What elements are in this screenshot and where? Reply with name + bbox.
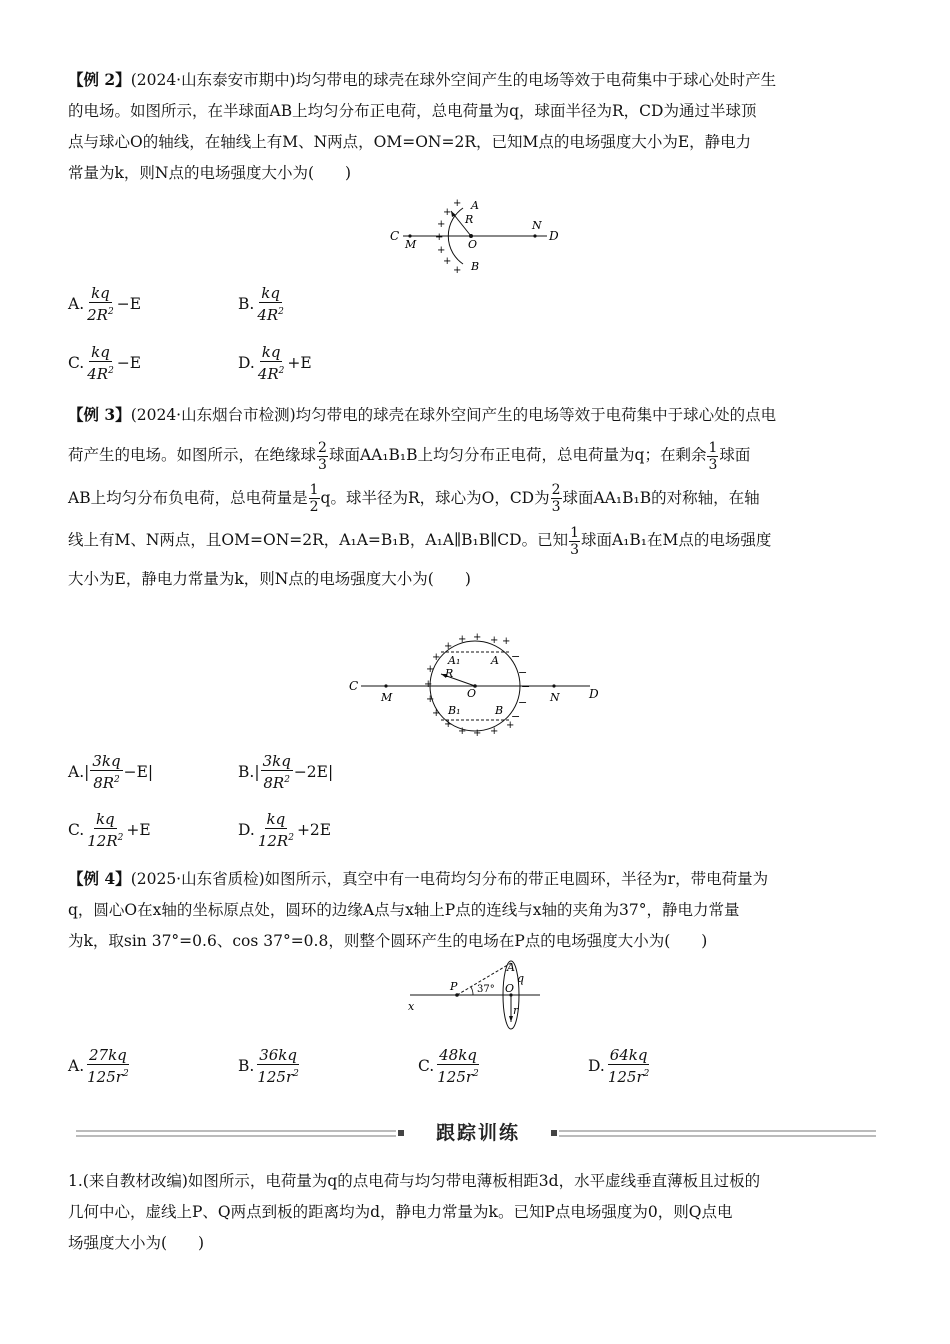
option-rest: +2E <box>296 821 332 839</box>
fig3-plus: + <box>426 664 435 675</box>
fig3-plus: + <box>426 694 435 705</box>
ex3-option-c[interactable] <box>68 810 151 850</box>
example-3-line2b: 球面AA₁B₁B上均匀分布正电荷，总电荷量为q；在剩余 <box>328 446 707 464</box>
fraction-one-third: $\frac{1}{3}$ <box>570 524 579 558</box>
ex4-option-a[interactable] <box>68 1046 132 1086</box>
fraction-two-thirds: $\frac{2}{3}$ <box>551 482 561 515</box>
example-3-line4b: 球面A₁B₁在M点的电场强度 <box>581 531 772 549</box>
option-label: D. <box>588 1057 605 1075</box>
option-rest: −E <box>116 295 142 313</box>
fig3-label-M: M <box>381 691 393 704</box>
fig3-plus: + <box>458 726 467 737</box>
ex3-option-a[interactable] <box>68 752 153 792</box>
fig2-plus: + <box>435 232 444 243</box>
fig3-label-A: A <box>491 654 499 667</box>
ex2-option-d[interactable] <box>238 343 312 383</box>
ex3-option-b[interactable] <box>238 752 333 792</box>
fig3-label-R: R <box>445 667 454 680</box>
example-4-tag: 【例 4】 <box>68 869 131 888</box>
example-4-text <box>68 863 880 957</box>
example-4-line3: 为k，取sin 37°=0.6、cos 37°=0.8，则整个圆环产生的电场在P点的电场强度大小为( ) <box>68 932 708 950</box>
fig2-label-N: N <box>532 219 542 232</box>
fig4-label-A: A <box>507 961 515 974</box>
option-label: A. <box>68 763 85 781</box>
option-label: B. <box>238 1057 255 1075</box>
fig2-label-O: O <box>468 238 478 251</box>
option-fraction: $\frac{kq}{12R^2}$ <box>87 810 124 850</box>
option-fraction: $\frac{36kq}{125r^2}$ <box>257 1046 299 1086</box>
fraction-one-half: $\frac{1}{2}$ <box>309 482 319 515</box>
option-fraction: $\frac{3kq}{8R^2}$ <box>262 752 291 792</box>
option-fraction: $\frac{kq}{4R^2}$ <box>257 343 285 383</box>
example-3-line3c: 球面AA₁B₁B的对称轴，在轴 <box>562 488 760 507</box>
section-title: 跟踪训练 <box>435 1122 520 1144</box>
question-1-text <box>68 1166 880 1259</box>
fig3-plus: + <box>444 641 453 652</box>
ex4-option-b[interactable] <box>238 1046 302 1086</box>
fig3-minus: − <box>511 650 521 663</box>
ex2-option-a[interactable] <box>68 284 141 324</box>
fig4-label-x: x <box>408 1000 415 1013</box>
option-fraction: $\frac{kq}{4R^2}$ <box>257 284 284 324</box>
example-3-line2c: 球面 <box>719 446 751 464</box>
option-fraction: $\frac{64kq}{125r^2}$ <box>607 1046 650 1086</box>
fig3-minus: − <box>518 666 528 679</box>
option-fraction: $\frac{kq}{2R^2}$ <box>87 284 114 324</box>
example-3-line3a: AB上均匀分布负电荷，总电荷量是 <box>68 488 308 507</box>
fig4-label-P: P <box>450 980 458 993</box>
fig2-label-C: C <box>390 229 400 243</box>
example-4-figure <box>400 958 550 1038</box>
fig4-label-r: r <box>513 1004 519 1017</box>
fig3-plus: + <box>490 726 499 737</box>
fig3-plus: + <box>432 652 441 663</box>
fig3-label-N: N <box>550 691 560 704</box>
example-4-line1: (2025·山东省质检)如图所示，真空中有一电荷均匀分布的带正电圆环，半径为r，带电荷量为 <box>130 870 769 888</box>
fig3-minus: − <box>518 696 528 709</box>
option-label: D. <box>238 821 255 839</box>
fig3-plus: + <box>506 720 515 731</box>
option-label: A. <box>68 1057 85 1075</box>
fig3-plus: + <box>444 719 453 730</box>
option-rest: −E <box>116 354 142 372</box>
fig3-plus: + <box>473 728 482 738</box>
fig2-label-A: A <box>471 199 479 212</box>
fig3-plus: + <box>473 632 482 643</box>
ex2-option-c[interactable] <box>68 343 141 383</box>
ex4-option-d[interactable] <box>588 1046 652 1086</box>
option-fraction: $\frac{48kq}{125r^2}$ <box>437 1046 479 1086</box>
fig2-label-B: B <box>471 260 480 273</box>
fraction-two-thirds: $\frac{2}{3}$ <box>318 439 327 473</box>
fig3-plus: + <box>432 708 441 719</box>
question-1-line1: 1.(来自教材改编)如图所示，电荷量为q的点电荷与均匀带电薄板相距3d，水平虚线垂直薄板且过板的 <box>68 1172 761 1190</box>
fig3-label-C: C <box>349 679 359 693</box>
fig2-label-R: R <box>465 213 474 226</box>
option-label: D. <box>238 354 255 372</box>
example-3-line4a: 线上有M、N两点，且OM=ON=2R，A₁A=B₁B，A₁A∥B₁B∥CD。已知 <box>68 531 569 549</box>
question-1-line2: 几何中心，虚线上P、Q两点到板的距离均为d，静电力常量为k。已知P点电场强度为0，则Q点电 <box>68 1203 733 1221</box>
fig2-plus: + <box>437 219 446 230</box>
option-label: B. <box>238 763 255 781</box>
ex4-option-c[interactable] <box>418 1046 482 1086</box>
example-2-figure <box>385 196 565 276</box>
example-3-line2a: 荷产生的电场。如图所示，在绝缘球 <box>68 446 317 464</box>
option-fraction: $\frac{kq}{12R^2}$ <box>257 810 294 850</box>
option-label: C. <box>68 354 85 372</box>
example-3-tag: 【例 3】 <box>68 405 131 424</box>
fraction-one-third: $\frac{1}{3}$ <box>708 439 718 473</box>
example-3-line3b: q。球半径为R，球心为O，CD为 <box>320 488 550 507</box>
example-3-line5: 大小为E，静电力常量为k，则N点的电场强度大小为( ) <box>68 569 471 588</box>
option-pre: | <box>84 763 90 781</box>
fig3-minus: − <box>521 680 531 693</box>
example-2-line2: 的电场。如图所示，在半球面AB上均匀分布正电荷，总电荷量为q，球面半径为R，CD为通过半球顶 <box>68 102 757 120</box>
fig2-label-D: D <box>549 229 559 243</box>
option-label: A. <box>68 295 85 313</box>
example-2-line3: 点与球心O的轴线，在轴线上有M、N两点，OM=ON=2R，已知M点的电场强度大小为E，静电力 <box>68 133 752 151</box>
option-label: C. <box>418 1057 435 1075</box>
fig2-plus: + <box>443 256 452 267</box>
fig3-label-B1: B₁ <box>448 704 461 717</box>
fig2-plus: + <box>437 245 446 256</box>
fig4-label-O: O <box>505 982 515 995</box>
ex2-option-b[interactable] <box>238 284 287 324</box>
fig3-plus: + <box>490 635 499 646</box>
fig2-plus: + <box>443 207 452 218</box>
question-1-line3: 场强度大小为( ) <box>68 1234 205 1252</box>
example-3-line1: (2024·山东烟台市检测)均匀带电的球壳在球外空间产生的电场等效于电荷集中于球心处的点电 <box>130 406 777 424</box>
option-rest: −2E| <box>293 763 334 781</box>
fig2-plus: + <box>453 198 462 209</box>
example-3-text <box>68 398 880 596</box>
fig3-plus: + <box>424 679 433 690</box>
example-2-text <box>68 64 880 189</box>
option-fraction: $\frac{kq}{4R^2}$ <box>87 343 114 383</box>
fig3-label-A1: A₁ <box>448 654 461 667</box>
option-fraction: $\frac{27kq}{125r^2}$ <box>87 1046 129 1086</box>
fig3-plus: + <box>502 636 511 647</box>
option-label: B. <box>238 295 255 313</box>
example-4-line2: q，圆心O在x轴的坐标原点处，圆环的边缘A点与x轴上P点的连线与x轴的夹角为37°，静电力常量 <box>68 901 740 919</box>
fig3-label-D: D <box>589 687 599 701</box>
option-pre: | <box>254 763 260 781</box>
fig3-minus: − <box>511 710 521 723</box>
option-rest: −E| <box>123 763 154 781</box>
example-2-tag: 【例 2】 <box>68 70 131 89</box>
example-2-line1: (2024·山东泰安市期中)均匀带电的球壳在球外空间产生的电场等效于电荷集中于球心处时产生 <box>130 71 777 89</box>
fig3-label-O: O <box>467 687 477 700</box>
option-rest: +E <box>287 354 312 372</box>
fig4-label-angle: 37° <box>477 984 495 995</box>
option-label: C. <box>68 821 85 839</box>
ex3-option-d[interactable] <box>238 810 331 850</box>
section-banner <box>76 1118 876 1148</box>
fig2-plus: + <box>453 265 462 276</box>
fig3-plus: + <box>458 634 467 645</box>
fig3-label-B: B <box>495 704 504 717</box>
option-fraction: $\frac{3kq}{8R^2}$ <box>92 752 121 792</box>
fig4-label-q: q <box>517 972 525 985</box>
example-3-figure <box>345 630 605 738</box>
fig2-label-M: M <box>405 238 417 251</box>
option-rest: +E <box>126 821 151 839</box>
example-2-line4: 常量为k，则N点的电场强度大小为( ) <box>68 164 352 182</box>
